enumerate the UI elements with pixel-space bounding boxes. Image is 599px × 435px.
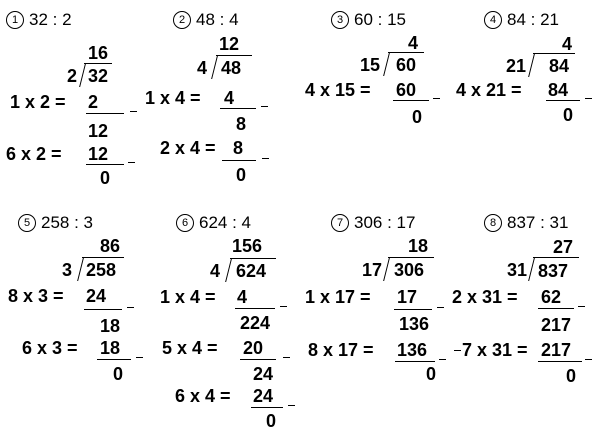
division-bracket xyxy=(225,259,232,282)
division-bracket xyxy=(211,56,218,79)
division-bracket xyxy=(77,258,84,281)
subtraction-line xyxy=(240,359,276,360)
dividend: 48 xyxy=(221,58,242,78)
step-product: 24 xyxy=(86,286,107,306)
problem-header xyxy=(6,10,72,30)
problem-expression: 837 : 31 xyxy=(507,213,569,232)
step-remainder: 0 xyxy=(100,168,111,188)
leading-minus-sign xyxy=(454,350,461,351)
quotient: 12 xyxy=(219,34,240,54)
step-product: 136 xyxy=(397,340,428,360)
problem-number-badge: 5 xyxy=(18,214,36,232)
step-remainder: 24 xyxy=(253,364,274,384)
step-remainder: 0 xyxy=(563,105,574,125)
dividend: 306 xyxy=(394,260,425,280)
subtraction-line xyxy=(84,309,122,310)
dividend: 60 xyxy=(396,55,417,75)
problem-number-badge: 2 xyxy=(173,11,191,29)
step-label: 6 x 2 = xyxy=(6,144,62,164)
minus-sign xyxy=(288,405,295,406)
division-bar xyxy=(230,258,276,259)
dividend: 84 xyxy=(549,56,570,76)
subtraction-line xyxy=(235,308,275,309)
minus-sign xyxy=(280,306,287,307)
step-label: 6 x 3 = xyxy=(22,338,78,358)
division-bar xyxy=(388,52,424,53)
problem-number-badge: 1 xyxy=(6,11,24,29)
step-product: 24 xyxy=(253,386,274,406)
subtraction-line xyxy=(538,361,582,362)
division-bar xyxy=(84,63,112,64)
divisor: 31 xyxy=(507,260,528,280)
divisor: 17 xyxy=(362,260,383,280)
step-remainder: 18 xyxy=(100,316,121,336)
step-label: 1 x 2 = xyxy=(10,92,66,112)
subtraction-line xyxy=(546,100,580,101)
step-product: 84 xyxy=(548,80,569,100)
minus-sign xyxy=(262,158,269,159)
dividend: 32 xyxy=(88,66,109,86)
problem-expression: 48 : 4 xyxy=(196,10,239,29)
division-bracket xyxy=(528,258,535,281)
division-bracket xyxy=(79,64,86,87)
problem-header xyxy=(176,213,251,233)
step-remainder: 0 xyxy=(113,364,124,384)
subtraction-line xyxy=(222,160,256,161)
problem-expression: 624 : 4 xyxy=(199,213,251,232)
divisor: 21 xyxy=(506,56,527,76)
minus-sign xyxy=(130,111,137,112)
step-remainder: 12 xyxy=(88,121,109,141)
problem-number-badge: 4 xyxy=(484,11,502,29)
quotient: 86 xyxy=(100,236,121,256)
problem-header xyxy=(18,213,93,233)
step-label: 8 x 3 = xyxy=(8,286,64,306)
step-label: 8 x 17 = xyxy=(308,340,374,360)
divisor: 4 xyxy=(197,58,208,78)
quotient: 4 xyxy=(562,34,573,54)
dividend: 837 xyxy=(538,261,569,281)
step-label: 2 x 31 = xyxy=(452,287,518,307)
problem-number-badge: 6 xyxy=(176,214,194,232)
problem-expression: 306 : 17 xyxy=(354,213,416,232)
divisor: 15 xyxy=(360,55,381,75)
problem-expression: 32 : 2 xyxy=(29,10,72,29)
division-bar xyxy=(533,257,579,258)
division-bar xyxy=(533,53,575,54)
step-product: 4 xyxy=(237,287,248,307)
quotient: 18 xyxy=(408,236,429,256)
step-label: 1 x 17 = xyxy=(305,287,371,307)
step-product: 217 xyxy=(541,340,572,360)
step-product: 20 xyxy=(243,338,264,358)
minus-sign xyxy=(128,162,135,163)
minus-sign xyxy=(283,357,290,358)
minus-sign xyxy=(136,357,143,358)
quotient: 156 xyxy=(232,236,263,256)
minus-sign xyxy=(127,307,134,308)
step-product: 12 xyxy=(88,144,109,164)
division-bar xyxy=(388,257,434,258)
step-product: 8 xyxy=(233,138,244,158)
problem-header xyxy=(484,10,559,30)
minus-sign xyxy=(439,359,446,360)
step-label: 7 x 31 = xyxy=(462,340,528,360)
step-product: 17 xyxy=(397,287,418,307)
problem-header xyxy=(331,213,415,233)
step-label: 1 x 4 = xyxy=(160,287,216,307)
divisor: 2 xyxy=(67,66,78,86)
step-remainder: 0 xyxy=(566,366,577,386)
step-remainder: 0 xyxy=(426,364,437,384)
problem-number-badge: 8 xyxy=(484,214,502,232)
quotient: 4 xyxy=(408,33,419,53)
division-bracket xyxy=(528,54,535,77)
divisor: 4 xyxy=(210,261,221,281)
subtraction-line xyxy=(538,308,574,309)
step-label: 4 x 21 = xyxy=(456,80,522,100)
problem-number-badge: 3 xyxy=(331,11,349,29)
problem-header xyxy=(484,213,568,233)
problem-expression: 258 : 3 xyxy=(41,213,93,232)
step-remainder: 0 xyxy=(412,107,423,127)
step-remainder: 0 xyxy=(236,165,247,185)
step-remainder: 136 xyxy=(399,314,430,334)
division-bar xyxy=(216,55,252,56)
step-label: 1 x 4 = xyxy=(145,88,201,108)
division-bracket xyxy=(383,258,390,281)
minus-sign xyxy=(578,306,585,307)
step-remainder: 8 xyxy=(236,114,247,134)
division-bar xyxy=(82,257,124,258)
step-remainder: 224 xyxy=(240,313,271,333)
step-product: 60 xyxy=(396,80,417,100)
step-remainder: 217 xyxy=(541,315,572,335)
subtraction-line xyxy=(251,407,283,408)
dividend: 624 xyxy=(236,261,267,281)
subtraction-line xyxy=(97,359,131,360)
step-product: 4 xyxy=(224,88,235,108)
step-label: 2 x 4 = xyxy=(160,138,216,158)
quotient: 27 xyxy=(553,237,574,257)
step-product: 2 xyxy=(88,92,99,112)
division-bracket xyxy=(383,53,390,76)
divisor: 3 xyxy=(62,260,73,280)
step-label: 5 x 4 = xyxy=(162,338,218,358)
problem-expression: 60 : 15 xyxy=(354,10,406,29)
subtraction-line xyxy=(86,164,124,165)
problem-number-badge: 7 xyxy=(331,214,349,232)
quotient: 16 xyxy=(88,43,109,63)
step-label: 6 x 4 = xyxy=(175,386,231,406)
subtraction-line xyxy=(394,309,432,310)
step-remainder: 0 xyxy=(266,411,277,431)
dividend: 258 xyxy=(86,260,117,280)
step-product: 18 xyxy=(100,338,121,358)
step-product: 62 xyxy=(541,287,562,307)
subtraction-line xyxy=(393,100,429,101)
step-label: 4 x 15 = xyxy=(305,80,371,100)
minus-sign xyxy=(261,106,268,107)
minus-sign xyxy=(585,98,592,99)
minus-sign xyxy=(437,307,444,308)
problem-header xyxy=(173,10,239,30)
problem-expression: 84 : 21 xyxy=(507,10,559,29)
subtraction-line xyxy=(86,113,124,114)
minus-sign xyxy=(585,359,592,360)
subtraction-line xyxy=(395,361,435,362)
problem-header xyxy=(331,10,406,30)
minus-sign xyxy=(433,98,440,99)
subtraction-line xyxy=(220,108,256,109)
